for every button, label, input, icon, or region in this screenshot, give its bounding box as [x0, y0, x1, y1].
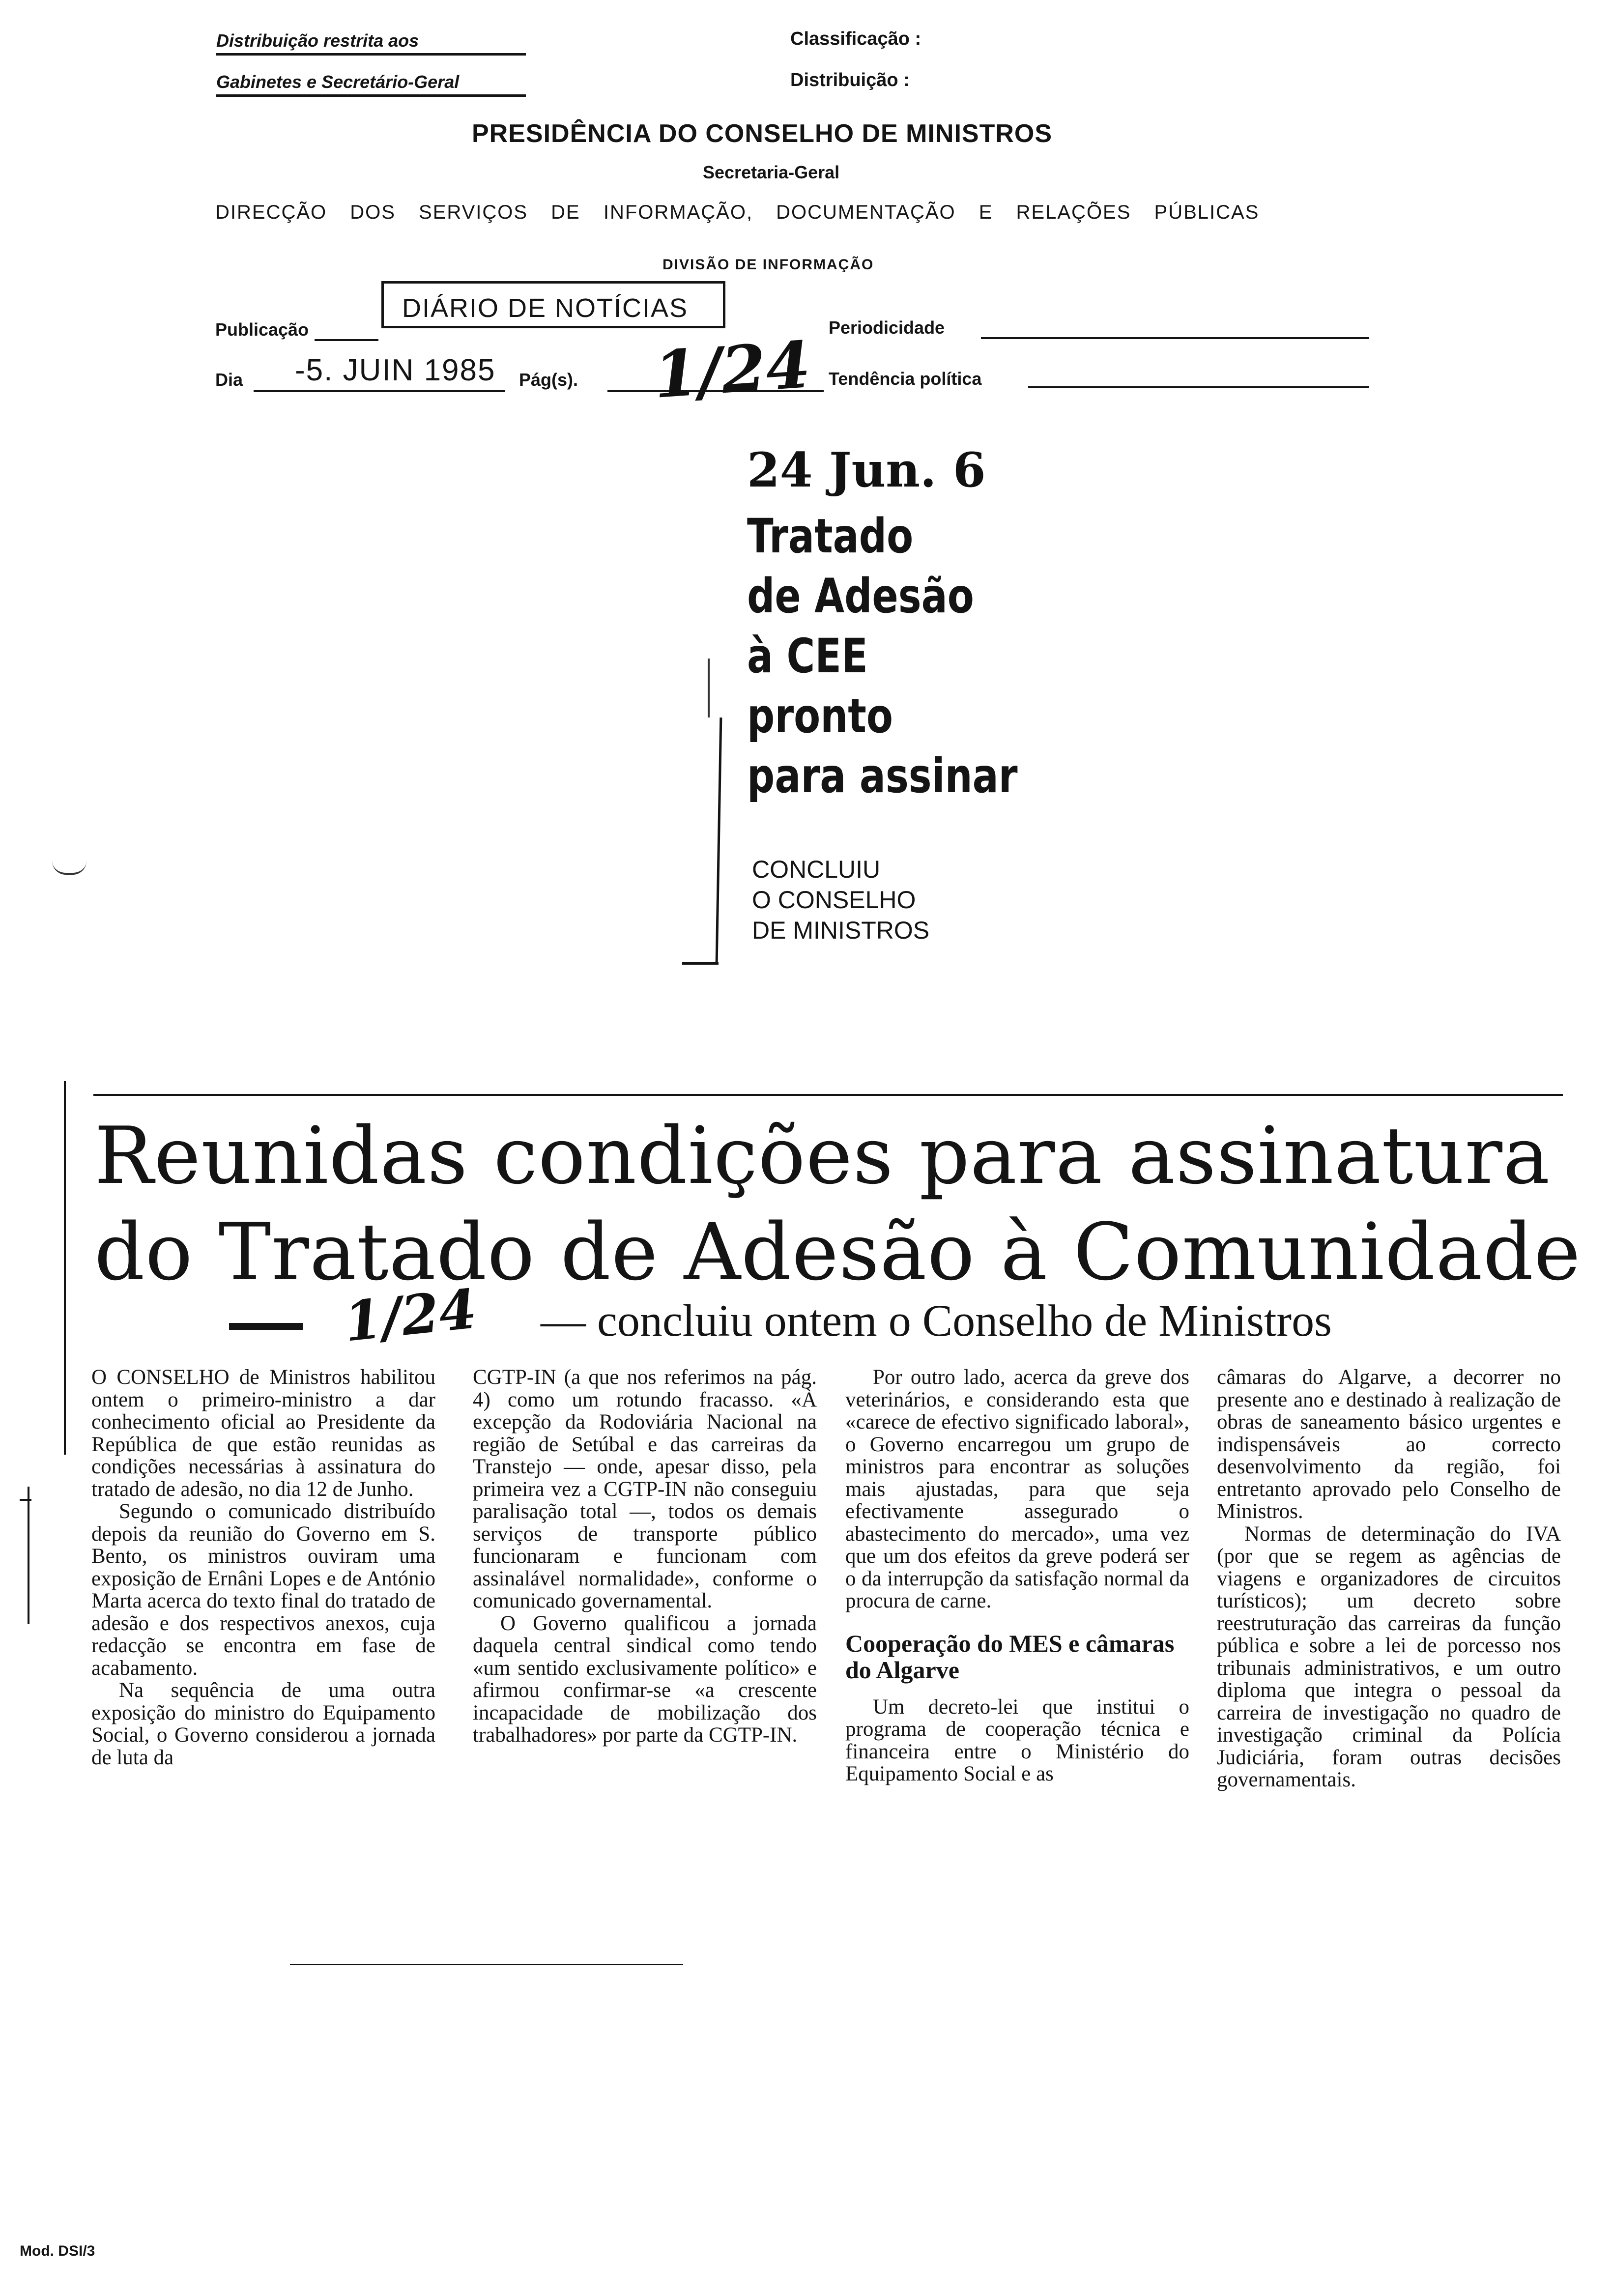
article-column-1 [91, 1366, 435, 1769]
clipping-subheadline [752, 854, 929, 946]
periodicity-fill-line [981, 337, 1369, 339]
paragraph: Por outro lado, acerca da greve dos veterinários, e considerando esta que «carece de efectivo significado laboral», o Governo encarregou um grupo de ministros para encontrar as soluções mais ajustadas, para que seja efectivamente assegurado o abastecimento do mercado», uma vez que um dos efeitos da greve poderá ser o da interrupção da satisfação normal da procura de carne. [845, 1366, 1189, 1612]
clipping-bracket-tick [708, 659, 710, 718]
paragraph: O CONSELHO de Ministros habilitou ontem o primeiro-ministro a dar conhecimento oficial ao Presidente da República de que estão reunidas as condições necessárias à assinatura do tratado de adesão, no dia 12 de Junho. [91, 1366, 435, 1501]
clipping-bracket-foot [682, 962, 719, 965]
paragraph: O Governo qualificou a jornada daquela central sindical como tendo «um sentido exclusivamente político» e afirmou confirmar-se «a crescente incapacidade de mobilização dos trabalhadores» por parte da CGTP-IN. [473, 1611, 817, 1747]
institution-title: PRESIDÊNCIA DO CONSELHO DE MINISTROS [472, 119, 1053, 148]
article-bottom-rule [290, 1964, 683, 1965]
subhead-dash-mark [229, 1323, 303, 1330]
form-code: Mod. DSI/3 [20, 2243, 95, 2259]
section-heading: Cooperação do MES e câmaras do Algarve [845, 1629, 1175, 1684]
clipping-headline [747, 506, 1018, 806]
left-margin-tick [20, 1499, 31, 1501]
clipping-handwritten-note: 24 Jun. 6 [747, 442, 986, 498]
distribution-label: Distribuição : [790, 70, 910, 90]
publication-fill-line [315, 339, 378, 341]
article-top-rule [93, 1094, 1563, 1096]
article-column-3 [845, 1366, 1189, 1785]
restricted-line-1: Distribuição restrita aos [216, 30, 526, 56]
article-headline [94, 1108, 1581, 1300]
division: DIVISÃO DE INFORMAÇÃO [662, 257, 874, 273]
publication-stamp: DIÁRIO DE NOTÍCIAS [402, 293, 689, 323]
article-subheadline: — concluiu ontem o Conselho de Ministros [541, 1295, 1332, 1346]
clipping-headline-line: pronto [747, 689, 893, 744]
clipping-sub-line: DE MINISTROS [752, 917, 930, 944]
paragraph: CGTP-IN (a que nos referimos na pág. 4) como um rotundo fracasso. «À excepção da Rodoviária Nacional na região de Setúbal e das carreiras da Transtejo — onde, apesar disso, pela primeira vez a CGTP-IN não conseguiu paralisação total —, todos os demais serviços de transporte público funcionaram e funcionam com assinalável normalidade», conforme o comunicado governamental. [473, 1366, 817, 1612]
margin-mark [52, 861, 86, 875]
clipping-headline-line: de Adesão [747, 569, 974, 624]
paragraph: câmaras do Algarve, a decorrer no presente ano e destinado à realização de obras de saneamento básico urgentes e indispensáveis ao correcto desenvolvimento da região, foi entretanto aprovado pelo Conselho de Ministros. [1217, 1366, 1561, 1523]
paragraph: Segundo o comunicado distribuído depois da reunião do Governo em S. Bento, os ministros ouviram uma exposição de Ernâni Lopes e de António Marta acerca do texto final do tratado de adesão e dos respectivos anexos, cuja redacção se encontra em fase de acabamento. [91, 1500, 435, 1680]
political-tendency-fill-line [1028, 386, 1369, 388]
article-handwritten-page: 1/24 [341, 1277, 480, 1354]
clipping-bracket-vertical [716, 718, 722, 963]
article-column-4 [1217, 1366, 1561, 1791]
article-headline-line-2: do Tratado de Adesão à Comunidade [94, 1206, 1581, 1298]
secretariat: Secretaria-Geral [703, 162, 840, 182]
article-headline-line-1: Reunidas condições para assinatura [94, 1110, 1551, 1202]
political-tendency-label: Tendência política [829, 369, 982, 389]
clipping-sub-line: O CONSELHO [752, 886, 916, 914]
left-margin-rule [64, 1081, 66, 1455]
paragraph: Na sequência de uma outra exposição do ministro do Equipamento Social, o Governo considerou a jornada de luta da [91, 1679, 435, 1769]
paragraph: Um decreto-lei que institui o programa de cooperação técnica e financeira entre o Ministério do Equipamento Social e as [845, 1695, 1189, 1785]
restricted-line-2: Gabinetes e Secretário-Geral [216, 72, 526, 97]
classification-label: Classificação : [790, 29, 921, 49]
day-fill-line [254, 390, 505, 392]
publication-label: Publicação [215, 319, 309, 340]
clipping-headline-line: Tratado [747, 509, 914, 564]
left-margin-mark [28, 1487, 29, 1624]
clipping-headline-line: à CEE [747, 629, 868, 684]
article-column-2 [473, 1366, 817, 1747]
clipping-headline-line: para assinar [747, 748, 1018, 804]
pages-label: Pág(s). [519, 370, 578, 390]
paragraph: Normas de determinação do IVA (por que se regem as agências de viagens e organizadores de circuitos turísticos); um decreto sobre reestruturação das carreiras da função pública e sobre a lei de porcesso nos tribunais administrativos, e um outro diploma que integra o pessoal da carreira de investigação no quadro de investigação criminal da Polícia Judiciária, foram outras decisões governamentais. [1217, 1522, 1561, 1791]
handwritten-pages: 1/24 [651, 327, 813, 413]
day-label: Dia [215, 370, 243, 390]
periodicity-label: Periodicidade [829, 317, 945, 338]
clipping-sub-line: CONCLUIU [752, 856, 881, 883]
date-stamp: -5. JUIN 1985 [295, 353, 496, 387]
directorate: DIRECÇÃO DOS SERVIÇOS DE INFORMAÇÃO, DOCUMENTAÇÃO E RELAÇÕES PÚBLICAS [215, 201, 1260, 223]
